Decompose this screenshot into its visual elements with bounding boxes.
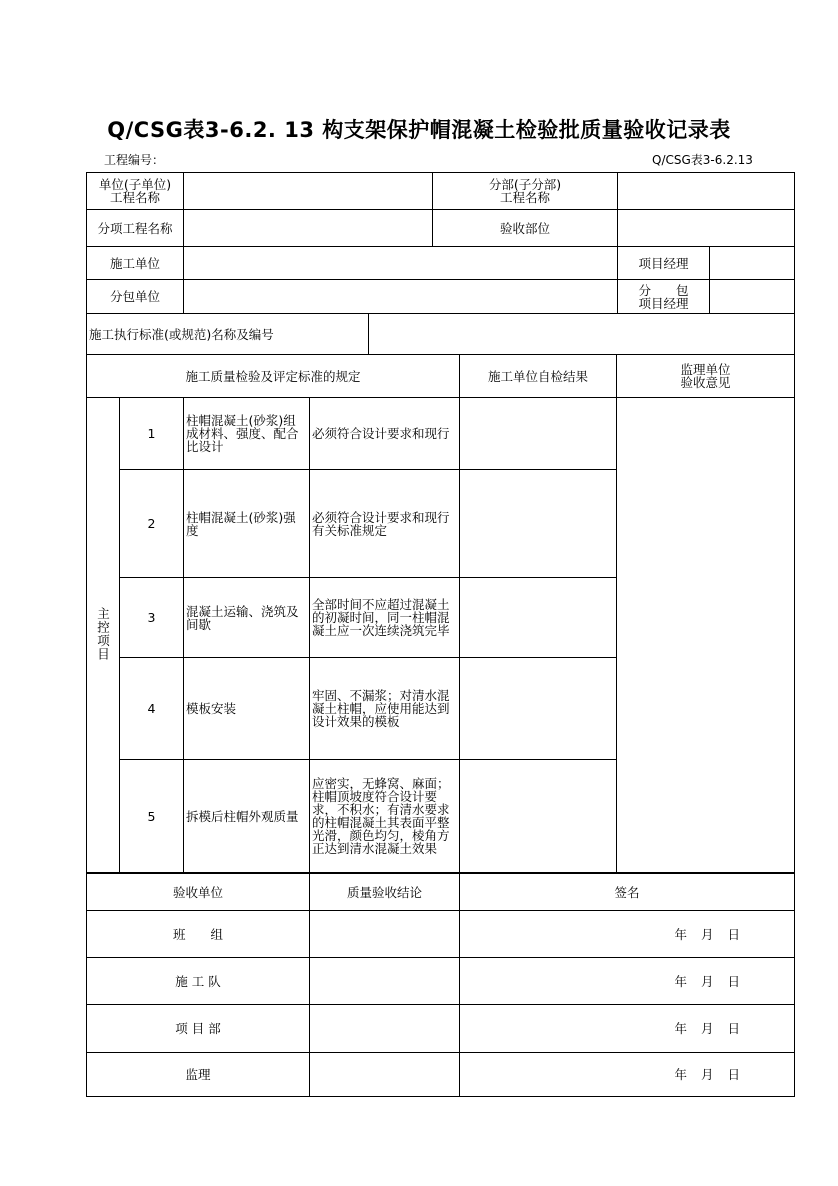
unit-project-name-label: 单位(子单位) 工程名称 — [87, 173, 184, 210]
table-row — [87, 398, 795, 470]
spec-column-header: 施工质量检验及评定标准的规定 — [87, 355, 460, 398]
table-row — [87, 1005, 795, 1053]
project-number-label: 工程编号： — [104, 153, 165, 167]
item-number: 1 — [120, 398, 184, 470]
item-requirement: 全部时间不应超过混凝土的初凝时间，同一柱帽混凝土应一次连续浇筑完毕 — [310, 578, 460, 658]
self-check-column-header: 施工单位自检结果 — [460, 355, 617, 398]
subcontract-unit-label: 分包单位 — [87, 280, 184, 314]
item-name: 拆模后柱帽外观质量 — [184, 760, 310, 873]
standard-field[interactable] — [369, 314, 795, 355]
item-name: 柱帽混凝土(砂浆)组成材料、强度、配合比设计 — [184, 398, 310, 470]
self-check-result-field[interactable] — [460, 658, 617, 760]
acceptance-unit-header: 验收单位 — [87, 874, 310, 911]
sign-row-label: 项 目 部 — [87, 1005, 310, 1053]
supervision-opinion-field[interactable] — [617, 398, 795, 873]
self-check-result-field[interactable] — [460, 398, 617, 470]
sign-row-label: 施 工 队 — [87, 958, 310, 1005]
item-requirement: 必须符合设计要求和现行有关标准规定 — [310, 470, 460, 578]
item-requirement: 必须符合设计要求和现行 — [310, 398, 460, 470]
item-number: 3 — [120, 578, 184, 658]
conclusion-field[interactable] — [310, 911, 460, 958]
item-project-name-label: 分项工程名称 — [87, 210, 184, 247]
table-row — [87, 911, 795, 958]
sub-project-name-field[interactable] — [618, 173, 795, 210]
item-project-name-field[interactable] — [184, 210, 433, 247]
item-requirement: 牢固、不漏浆；对清水混凝土柱帽，应使用能达到设计效果的模板 — [310, 658, 460, 760]
item-number: 5 — [120, 760, 184, 873]
item-name: 模板安装 — [184, 658, 310, 760]
sign-row-label: 监理 — [87, 1053, 310, 1097]
project-manager-field[interactable] — [710, 247, 795, 280]
item-number: 2 — [120, 470, 184, 578]
construction-unit-label: 施工单位 — [87, 247, 184, 280]
header-table — [86, 172, 795, 314]
sign-row-label: 班 组 — [87, 911, 310, 958]
acceptance-part-label: 验收部位 — [433, 210, 618, 247]
form-code: Q/CSG表3-6.2.13 — [652, 153, 753, 167]
table-row — [87, 958, 795, 1005]
item-requirement: 应密实，无蜂窝、麻面；柱帽顶坡度符合设计要求，不积水；有清水要求的柱帽混凝土其表面平整光滑，颜色均匀，棱角方正达到清水混凝土效果 — [310, 760, 460, 873]
self-check-result-field[interactable] — [460, 470, 617, 578]
construction-unit-field[interactable] — [184, 247, 618, 280]
project-manager-label: 项目经理 — [618, 247, 710, 280]
sub-project-manager-field[interactable] — [710, 280, 795, 314]
sub-project-manager-label: 分 包 项目经理 — [618, 280, 710, 314]
unit-project-name-field[interactable] — [184, 173, 433, 210]
conclusion-field[interactable] — [310, 958, 460, 1005]
self-check-result-field[interactable] — [460, 760, 617, 873]
conclusion-field[interactable] — [310, 1005, 460, 1053]
table-row — [87, 1053, 795, 1097]
acceptance-part-field[interactable] — [618, 210, 795, 247]
supervision-column-header: 监理单位 验收意见 — [617, 355, 795, 398]
subcontract-unit-field[interactable] — [184, 280, 618, 314]
standard-table — [86, 313, 795, 355]
signature-date-field[interactable]: 年 月 日 — [460, 958, 795, 1005]
conclusion-field[interactable] — [310, 1053, 460, 1097]
item-name: 混凝土运输、浇筑及间歇 — [184, 578, 310, 658]
standard-label: 施工执行标准(或规范)名称及编号 — [87, 314, 369, 355]
item-name: 柱帽混凝土(砂浆)强度 — [184, 470, 310, 578]
items-table — [86, 354, 795, 873]
signature-date-field[interactable]: 年 月 日 — [460, 1053, 795, 1097]
signature-date-field[interactable]: 年 月 日 — [460, 911, 795, 958]
signature-header: 签名 — [460, 874, 795, 911]
page-title: Q/CSG表3-6.2. 13 构支架保护帽混凝土检验批质量验收记录表 — [107, 118, 731, 142]
self-check-result-field[interactable] — [460, 578, 617, 658]
sub-project-name-label: 分部(子分部) 工程名称 — [433, 173, 618, 210]
acceptance-table — [86, 873, 795, 1097]
signature-date-field[interactable]: 年 月 日 — [460, 1005, 795, 1053]
main-control-label: 主控项目 — [87, 398, 120, 873]
item-number: 4 — [120, 658, 184, 760]
conclusion-header: 质量验收结论 — [310, 874, 460, 911]
